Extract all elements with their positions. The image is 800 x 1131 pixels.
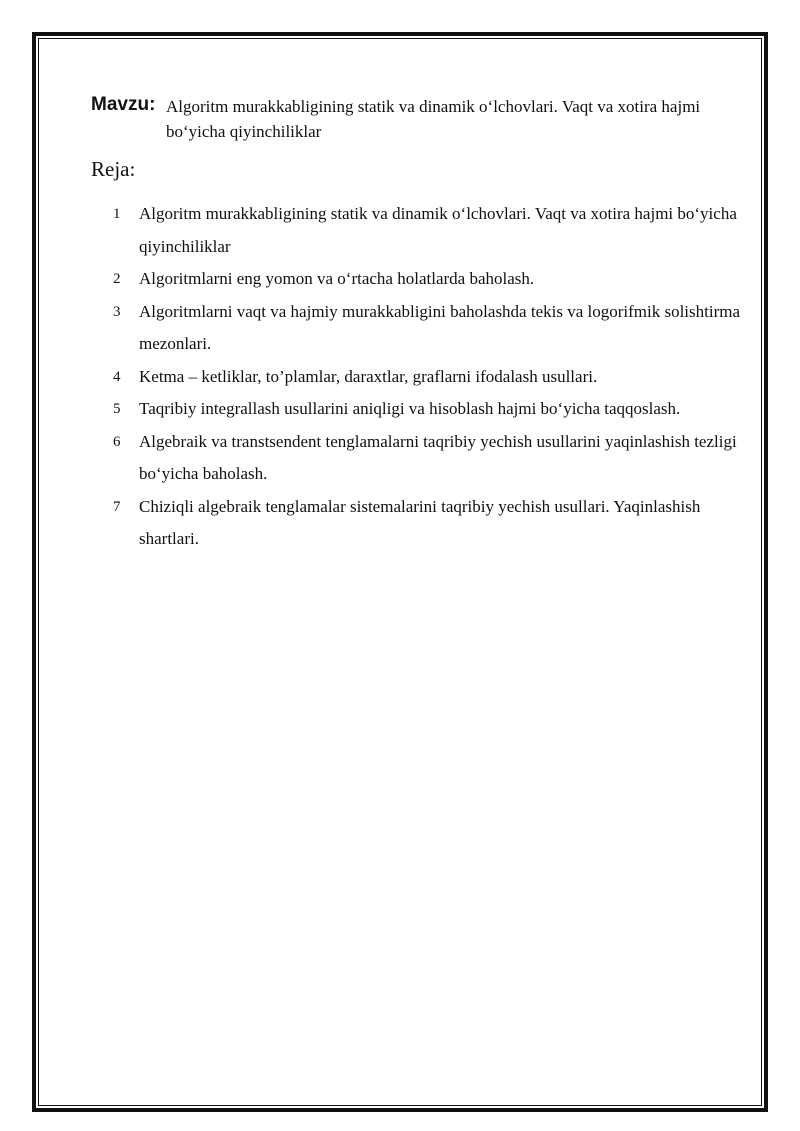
plan-item-number: 4 (113, 368, 121, 385)
plan-item-text: Ketma – ketliklar, to’plamlar, daraxtlar, graflarni ifodalash usullari. (139, 366, 598, 386)
plan-item-number: 6 (113, 433, 121, 450)
plan-item-number: 3 (113, 303, 121, 320)
topic-text: Algoritm murakkabligining statik va dinamik o‘lchovlari. Vaqt va xotira hajmi bo‘yicha qiyinchiliklar (166, 97, 701, 141)
plan-item-number: 2 (113, 271, 121, 287)
plan-item-7 (113, 491, 763, 556)
plan-item-number: 7 (113, 498, 121, 515)
plan-item-5 (113, 393, 763, 426)
plan-item-2 (113, 263, 763, 296)
plan-heading: Reja: (91, 157, 136, 181)
plan-item-3 (113, 296, 763, 361)
topic-label: Mavzu: (91, 94, 156, 115)
plan-item-text: Chiziqli algebraik tenglamalar sistemalarini taqribiy yechish usullari. Yaqinlashish shartlari. (139, 496, 701, 548)
plan-item-1 (113, 198, 763, 263)
plan-item-text: Algebraik va transtsendent tenglamalarni taqribiy yechish usullarini yaqinlashish tezligi bo‘yicha baholash. (139, 431, 737, 483)
plan-item-text: Algoritm murakkabligining statik va dinamik o‘lchovlari. Vaqt va xotira hajmi bo‘yicha qiyinchiliklar (139, 204, 737, 256)
plan-list (113, 198, 763, 556)
plan-item-number: 5 (113, 401, 121, 417)
plan-item-6 (113, 426, 763, 491)
plan-item-4 (113, 361, 763, 394)
plan-item-number: 1 (113, 206, 121, 222)
plan-item-text: Algoritmlarni eng yomon va o‘rtacha holatlarda baholash. (139, 269, 535, 288)
plan-item-text: Taqribiy integrallash usullarini aniqligi va hisoblash hajmi bo‘yicha taqqoslash. (139, 399, 681, 418)
plan-item-text: Algoritmlarni vaqt va hajmiy murakkabligini baholashda tekis va logorifmik solishtirma mezonlari. (139, 301, 741, 353)
